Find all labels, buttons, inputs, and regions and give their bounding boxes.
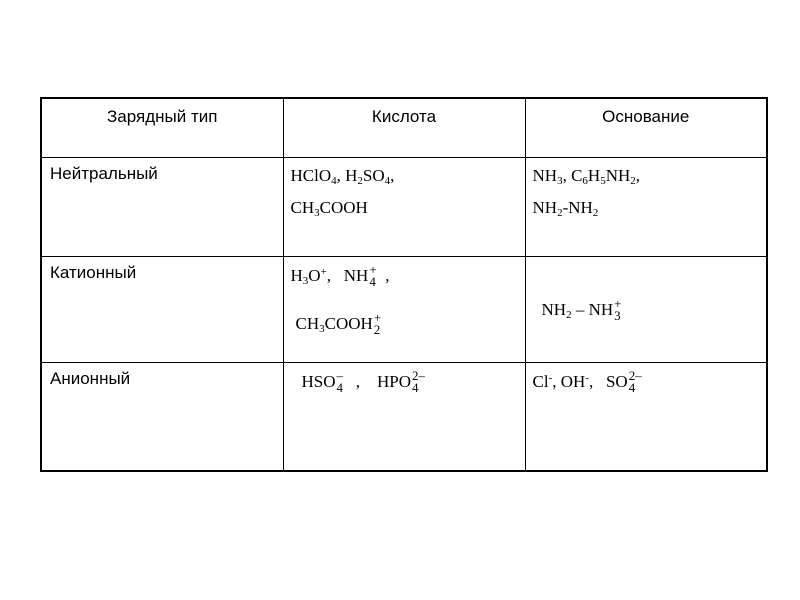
formula-text: NH bbox=[605, 166, 631, 185]
subscript: 2 bbox=[630, 175, 636, 187]
acid-cell bbox=[283, 363, 525, 472]
charge: 2– bbox=[412, 368, 426, 383]
superscript: - bbox=[548, 371, 553, 384]
header-base bbox=[525, 98, 767, 158]
formula-line bbox=[541, 296, 622, 323]
formula-text: , bbox=[635, 166, 640, 185]
formula-line bbox=[290, 262, 390, 289]
acid-cell bbox=[283, 257, 525, 363]
subscript: 2 bbox=[557, 207, 563, 219]
charge: – bbox=[336, 368, 344, 383]
formula-line bbox=[301, 368, 426, 395]
formula-line bbox=[532, 368, 642, 395]
formula-text: CH bbox=[290, 198, 315, 217]
base-cell bbox=[525, 363, 767, 472]
formula-text: , bbox=[326, 265, 332, 285]
charge-stack bbox=[374, 312, 381, 336]
subscript: 4 bbox=[336, 380, 344, 395]
formula-text: SO bbox=[362, 166, 385, 185]
formula-line bbox=[291, 166, 395, 188]
superscript: - bbox=[585, 371, 589, 384]
formula-line bbox=[533, 198, 599, 220]
formula-text: COOH bbox=[319, 198, 368, 217]
header-label: Основание bbox=[602, 107, 690, 126]
header-label: Зарядный тип bbox=[107, 107, 218, 126]
formula-text: CH bbox=[295, 313, 320, 333]
formula-line bbox=[295, 310, 382, 337]
formula-line bbox=[291, 198, 368, 220]
superscript: + bbox=[320, 265, 327, 278]
charge-type-cell bbox=[41, 363, 283, 472]
subscript: 3 bbox=[557, 175, 563, 187]
subscript: 2 bbox=[566, 308, 572, 321]
formula-text: COOH bbox=[324, 313, 373, 333]
formula-text: , OH bbox=[552, 371, 586, 391]
charge-stack bbox=[629, 370, 642, 394]
charge: + bbox=[614, 296, 622, 311]
base-cell bbox=[525, 158, 767, 257]
subscript: 3 bbox=[614, 308, 621, 323]
formula-text: Cl bbox=[532, 371, 549, 391]
header-label: Кислота bbox=[371, 107, 437, 126]
charge: + bbox=[373, 310, 382, 325]
formula-text: HPO bbox=[377, 371, 412, 391]
formula-text: SO bbox=[605, 371, 628, 391]
base-cell bbox=[525, 257, 767, 363]
charge-stack bbox=[412, 370, 425, 394]
subscript: 3 bbox=[314, 207, 320, 219]
formula-text: NH bbox=[343, 265, 369, 285]
subscript: 3 bbox=[302, 274, 309, 287]
formula-text: , bbox=[390, 166, 395, 185]
subscript: 2 bbox=[357, 175, 363, 187]
formula-text: NH bbox=[532, 166, 558, 185]
charge-stack bbox=[614, 298, 621, 322]
charge-stack bbox=[369, 264, 376, 288]
formula-text: O bbox=[308, 265, 321, 285]
charge: + bbox=[369, 262, 377, 277]
subscript: 4 bbox=[369, 274, 376, 289]
subscript: 4 bbox=[412, 380, 419, 395]
charge-type-label: Анионный bbox=[50, 369, 131, 388]
charge: 2– bbox=[628, 368, 642, 383]
table-row bbox=[41, 158, 767, 257]
table-row bbox=[41, 363, 767, 472]
formula-text: NH bbox=[532, 198, 558, 217]
header-acid bbox=[283, 98, 525, 158]
formula-line bbox=[533, 166, 641, 188]
charge-type-label: Нейтральный bbox=[50, 164, 158, 183]
charge-type-cell bbox=[41, 257, 283, 363]
header-charge-type bbox=[41, 98, 283, 158]
formula-text: , C bbox=[562, 166, 583, 185]
formula-text: – NH bbox=[571, 299, 614, 319]
subscript: 4 bbox=[384, 175, 391, 187]
formula-text: , bbox=[588, 371, 594, 391]
formula-text: , H bbox=[336, 166, 358, 185]
subscript: 4 bbox=[331, 175, 337, 187]
formula-text: H bbox=[587, 166, 601, 185]
formula-text: , bbox=[355, 371, 361, 391]
formula-text: HSO bbox=[301, 371, 336, 391]
charge-stack bbox=[337, 370, 344, 394]
charge-type-label: Катионный bbox=[50, 263, 137, 282]
subscript: 6 bbox=[582, 175, 588, 187]
formula-text: , bbox=[385, 265, 390, 285]
subscript: 2 bbox=[373, 322, 381, 337]
formula-text: H bbox=[290, 265, 303, 285]
charge-type-cell bbox=[41, 158, 283, 257]
formula-text: NH bbox=[541, 299, 567, 319]
subscript: 5 bbox=[600, 175, 606, 187]
table-row bbox=[41, 257, 767, 363]
subscript: 4 bbox=[628, 380, 636, 395]
formula-text: HClO bbox=[290, 166, 332, 185]
formula-text: -NH bbox=[562, 198, 593, 217]
subscript: 3 bbox=[319, 322, 325, 335]
acid-base-table bbox=[40, 97, 768, 472]
subscript: 2 bbox=[592, 207, 599, 219]
acid-cell bbox=[283, 158, 525, 257]
table-header-row bbox=[41, 98, 767, 158]
